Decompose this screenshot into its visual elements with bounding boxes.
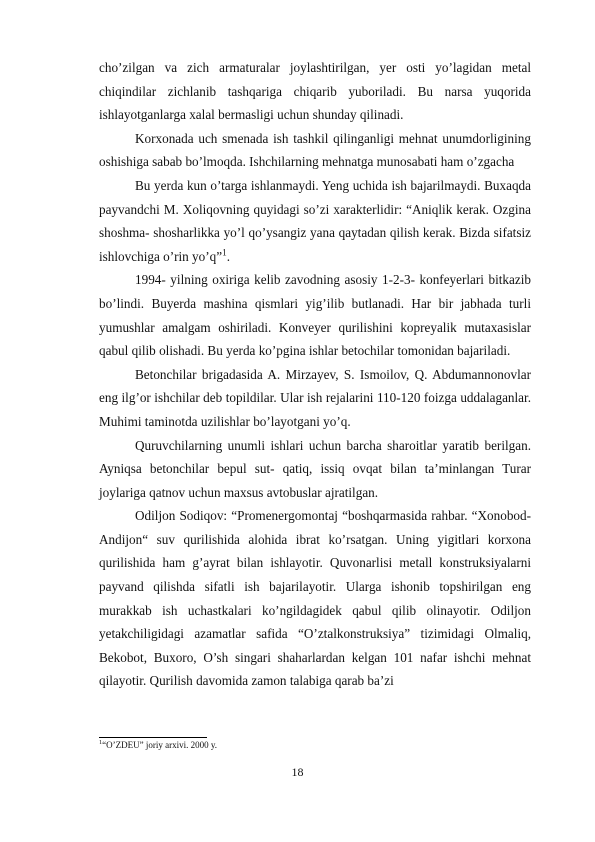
paragraph-6: Quruvchilarning unumli ishlari uchun barcha sharoitlar yaratib berilgan. Ayniqsa betonchilar bepul sut- qatiq, issiq ovqat bilan ta’minlangan Turar joylariga qatnov uchun maxsus avtobuslar ajratilgan. <box>99 437 531 500</box>
paragraph-5: Betonchilar brigadasida A. Mirzayev, S. Ismoilov, Q. Abdumannonovlar eng ilg’or ishchilar deb topildilar. Ular ish rejalarini 110-120 foizga uddalaganlar. Muhimi taminotda uzilishlar bo’layotgani yo’q. <box>99 366 531 429</box>
paragraph-7: Odiljon Sodiqov: “Promenergomontaj “boshqarmasida rahbar. “Xonobod- Andijon“ suv qurilishida alohida ibrat ko’rsatgan. Uning yigitlari korxona qurilishida ham g’ayrat bilan ishlayotir. Quvonarlisi metall konstruksiyalarni payvand qilishda sifatli ish bajarilayotir. Ularga ishonib topshirilgan eng murakkab ish uchastkalari ko’ngildagidek qabul qilib olinayotir. Odiljon yetakchiligidagi azamatlar safida “O’ztalkonstruksiya” tizimidagi Olmaliq, Bekobot, Buxoro, O’sh singari shaharlardan kelgan 101 nafar ishchi mehnat qilayotir. Qurilish davomida zamon talabiga qarab ba’zi <box>99 508 531 689</box>
paragraph-1: cho’zilgan va zich armaturalar joylashtirilgan, yer osti yo’lagidan metal chiqindilar zichlanib tashqariga chiqarib yuboriladi. Bu narsa yuqorida ishlayotganlarga xalal bermasligi uchun shunday qilinadi. <box>99 60 531 123</box>
body-text <box>99 56 531 693</box>
footnote-divider <box>99 737 207 738</box>
footnote <box>99 739 531 751</box>
footnote-reference[interactable]: 1 <box>222 247 227 258</box>
footnote-marker: 1 <box>99 739 103 746</box>
paragraph-4: 1994- yilning oxiriga kelib zavodning asosiy 1-2-3- konfeyerlari bitkazib bo’lindi. Buyerda mashina qismlari yig’ilib butlanadi. Har bir jabhada turli yumushlar amalgam oshiriladi. Konveyer qurilishini kopreyalik mutaxasislar qabul qilib olishadi. Bu yerda ko’pgina ishlar betochilar tomonidan bajariladi. <box>99 272 531 359</box>
paragraph-3: Bu yerda kun o’targa ishlanmaydi. Yeng uchida ish bajarilmaydi. Buxaqda payvandchi M. Xoliqovning quyidagi so’zi xarakterlidir: “Aniqlik kerak. Ozgina shoshma- shosharlikka yo’l qo’ysangiz yana qaytadan qilish kerak. Bizda sifatsiz ishlovchiga o’rin yo’q”$^1$. <box>99 177 531 264</box>
paragraph-2: Korxonada uch smenada ish tashkil qilinganligi mehnat unumdorligining oshishiga sabab bo’lmoqda. Ishchilarning mehnatga munosabati ham o’zgacha <box>99 130 531 170</box>
footnote-text: “O’ZDEU” joriy arxivi. 2000 y. <box>102 740 218 750</box>
page-number: 18 <box>291 765 304 779</box>
